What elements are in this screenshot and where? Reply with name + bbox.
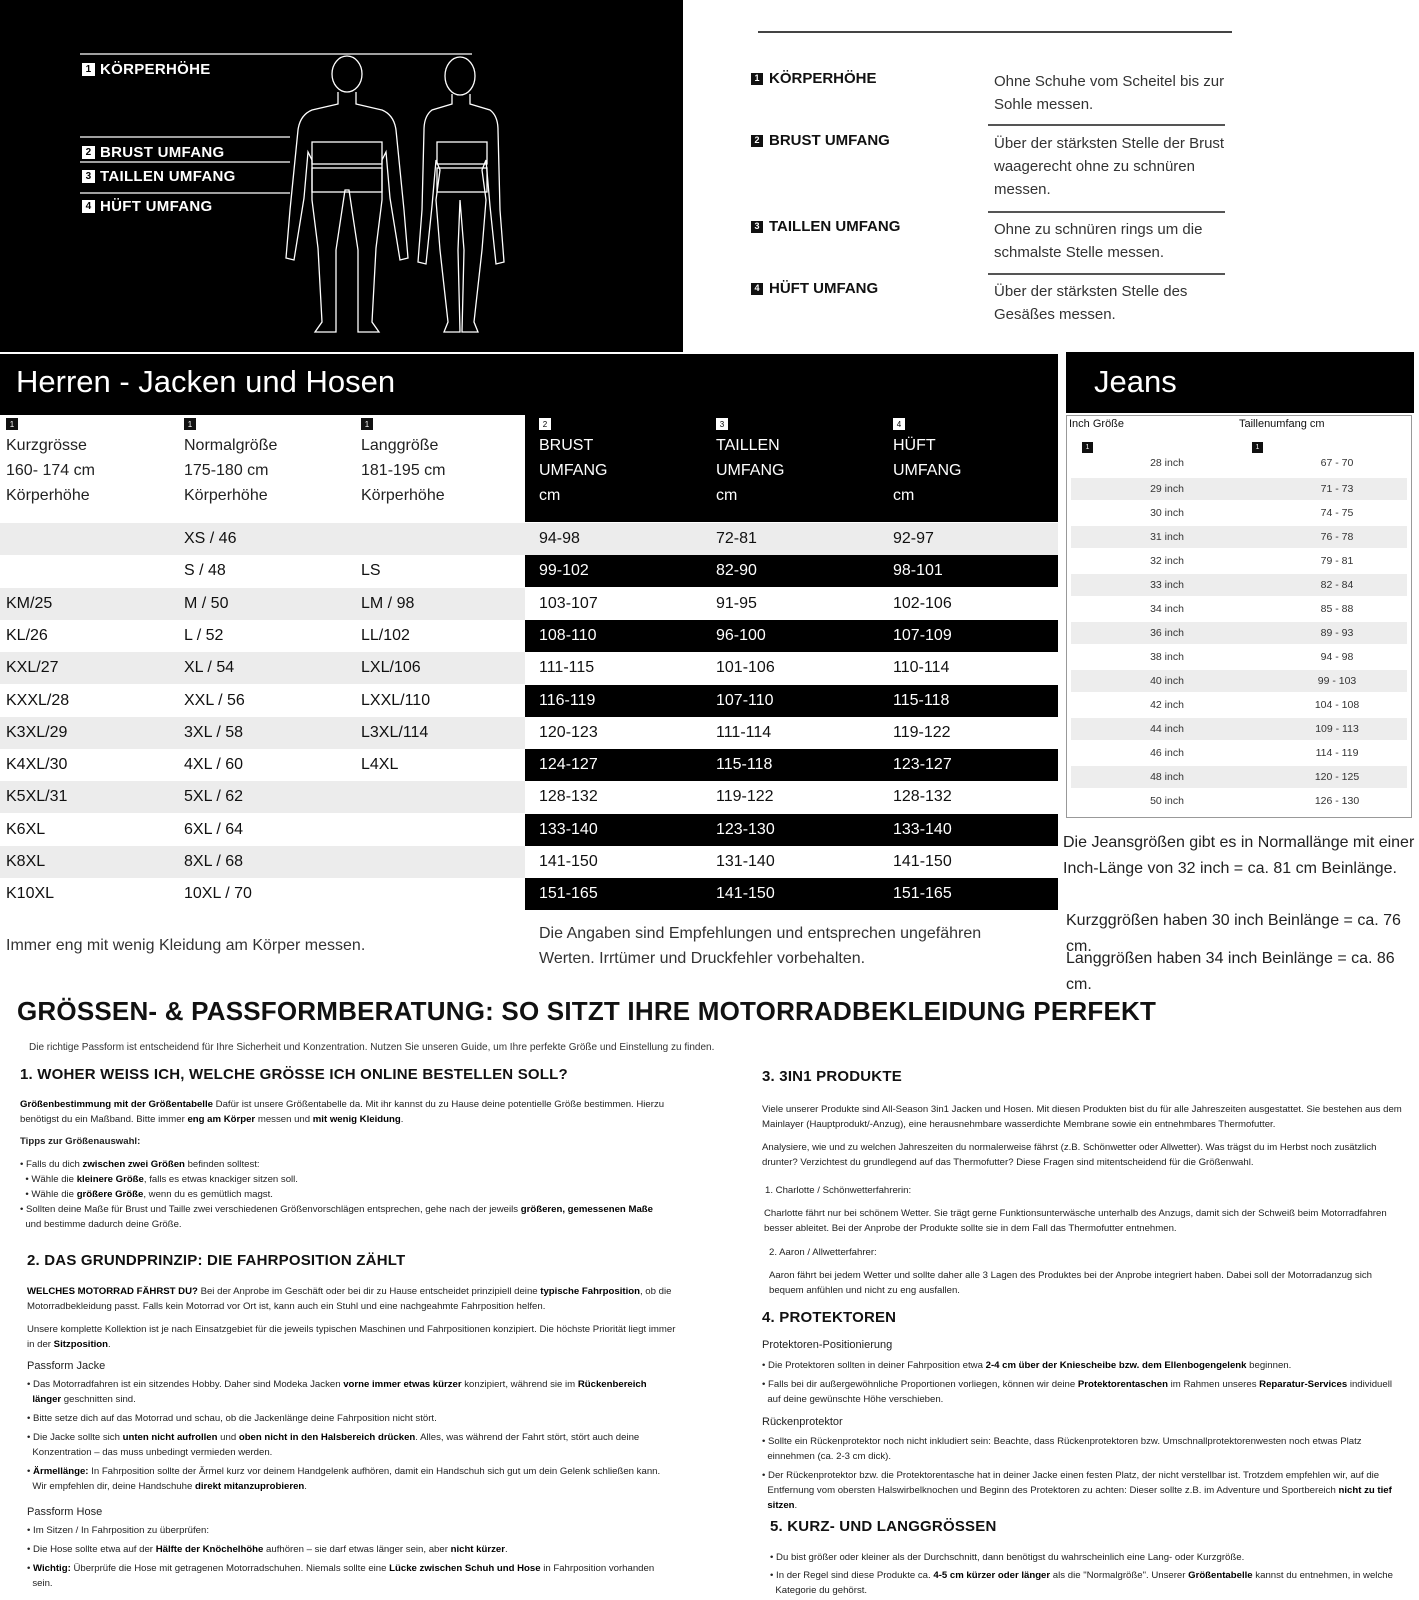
table-cell: 141-150 [716, 885, 775, 903]
table-cell: 67 - 70 [1320, 457, 1354, 469]
herren-title: Herren - Jacken und Hosen [16, 364, 396, 399]
table-row [1071, 478, 1407, 500]
jeans-title: Jeans [1094, 364, 1177, 399]
number-badge: 2 [751, 135, 763, 147]
table-row [1071, 718, 1407, 740]
table-cell: 36 inch [1150, 627, 1184, 639]
passform-hose-list: • Im Sitzen / In Fahrposition zu überprüfen: • Die Hose sollte etwa auf der Hälfte der Knöchelhöhe aufhören – sie darf etwas länger sein, aber nicht kürzer. • Wichtig: Überprüfe die Hose mit getragenen Motorradschuhen. Niemals sollte eine Lücke zwischen Schuh und Hose in Fahrposition vorhanden sein. [27, 1525, 655, 1589]
table-cell: 30 inch [1150, 507, 1184, 519]
table-cell: 96-100 [716, 626, 766, 644]
protektoren-positionierung-title: Protektoren-Positionierung [762, 1339, 893, 1351]
article-heading: GRÖSSEN- & PASSFORMBERATUNG: SO SITZT IHRE MOTORRADBEKLEIDUNG PERFEKT [17, 996, 1157, 1026]
table-cell: 108-110 [539, 626, 597, 644]
table-cell: 48 inch [1150, 771, 1184, 783]
number-badge: 2 [539, 418, 551, 430]
figure-label-3 [82, 168, 236, 185]
body-measurement-figure [0, 0, 683, 352]
table-cell: 46 inch [1150, 747, 1184, 759]
section-5-list: • Du bist größer oder kleiner als der Durchschnitt, dann benötigst du wahrscheinlich eine Lang- oder Kurzgröße. • In der Regel sind diese Produkte ca. 4-5 cm kürzer oder länger als die "Normalgröße". Unserer Größentabelle kannst du entnehmen, in welche Kategorie du gehörst. [770, 1552, 1393, 1596]
measurement-cells [525, 555, 1058, 587]
table-cell: 103-107 [539, 594, 598, 612]
header-line: UMFANG [539, 462, 608, 479]
table-cell: L / 52 [184, 626, 224, 644]
measurement-cells [525, 588, 1058, 620]
jeans-header-waist: Taillenumfang cm [1239, 418, 1325, 430]
table-cell: 107-109 [893, 626, 952, 644]
divider [988, 211, 1225, 213]
section-3-title: 3. 3IN1 PRODUKTE [762, 1068, 902, 1085]
table-cell: 124-127 [539, 756, 598, 774]
section-1-text: Größenbestimmung mit der Größentabelle Dafür ist unsere Größentabelle da. Mit ihr kannst du zu Hause deine potentielle Größe bestimmen. Hierzu benötigst du ein Maßband. Bitte immer eng am Körper messen und mit wenig Kleidung. [20, 1099, 665, 1125]
table-cell: 32 inch [1150, 555, 1184, 567]
table-cell: 151-165 [539, 885, 598, 903]
table-cell: 101-106 [716, 659, 775, 677]
herren-title-bar [0, 354, 1058, 415]
measurement-header-block [525, 415, 1058, 522]
number-badge: 4 [751, 283, 763, 295]
table-cell: K8XL [6, 853, 46, 870]
header-line: TAILLEN [716, 437, 780, 454]
table-cell: LM / 98 [361, 594, 415, 612]
table-cell: 126 - 130 [1314, 795, 1360, 807]
table-cell: 76 - 78 [1320, 531, 1354, 543]
col-header-taillen [716, 418, 894, 508]
definition-term [751, 132, 890, 149]
table-row [0, 814, 1058, 846]
table-cell: 123-127 [893, 756, 952, 774]
tips-title: Tipps zur Größenauswahl: [20, 1136, 141, 1147]
header-line: Kurzgrösse [6, 437, 87, 454]
col-header-brust [539, 418, 717, 508]
passform-jacke-title: Passform Jacke [27, 1360, 106, 1372]
table-cell: 74 - 75 [1320, 507, 1354, 519]
number-badge: 3 [716, 418, 728, 430]
table-cell: K4XL/30 [6, 756, 68, 774]
header-line: BRUST [539, 437, 594, 454]
table-cell: 141-150 [539, 853, 598, 870]
jeans-note-3: Langgrößen haben 34 inch Beinlänge = ca. 86 cm. [1066, 950, 1395, 993]
table-row [0, 588, 1058, 620]
table-cell: 31 inch [1150, 531, 1184, 543]
header-line: Körperhöhe [184, 487, 268, 504]
table-row [1071, 550, 1407, 572]
definition-desc: Über der stärksten Stelle des Gesäßes messen. [994, 283, 1188, 323]
section-3-sub-2-text: Aaron fährt bei jedem Wetter und sollte daher alle 3 Lagen des Produktes bei der Anprobe integriert haben. Dabei soll der Motorradanzug sich bequem anfühlen und nicht zu eng ausfallen. [769, 1270, 1372, 1296]
table-cell: 109 - 113 [1315, 723, 1359, 735]
number-badge: 1 [1082, 442, 1093, 453]
section-3-text-2: Analysiere, wie und zu welchen Jahreszeiten du normalerweise fährst (z.B. Schönwetter oder Allwetter). Was trägst du im Herbst noch zusätzlich drunter? Verzichtest du grundlegend auf das Thermofutter? Diese Fragen sind mitentscheidend für die Größenwahl. [762, 1142, 1377, 1168]
table-cell: 111-115 [539, 659, 595, 677]
table-cell: 110-114 [893, 659, 950, 677]
table-row [1071, 766, 1407, 788]
table-cell: 42 inch [1150, 699, 1184, 711]
col-header-lang [361, 418, 539, 508]
table-cell: XXL / 56 [184, 691, 245, 709]
table-cell: 115-118 [716, 756, 773, 774]
number-badge: 3 [751, 221, 763, 233]
herren-note-right: Die Angaben sind Empfehlungen und entsprechen ungefähren Werten. Irrtümer und Druckfehler vorbehalten. [539, 925, 982, 967]
table-cell: 29 inch [1150, 483, 1184, 495]
jeans-note-1: Die Jeansgrößen gibt es in Normallänge mit einer Inch-Länge von 32 inch = ca. 81 cm Beinlänge. [1063, 834, 1415, 877]
term-label: HÜFT UMFANG [769, 280, 879, 297]
definition-desc: Ohne Schuhe vom Scheitel bis zur Sohle messen. [994, 73, 1225, 113]
table-cell: 94 - 98 [1320, 651, 1354, 663]
table-cell: 111-114 [716, 723, 772, 741]
header-line: cm [716, 487, 738, 504]
table-row [1071, 526, 1407, 548]
section-2-text: WELCHES MOTORRAD FÄHRST DU? Bei der Anprobe im Geschäft oder bei dir zu Hause entscheidet prinzipiell deine typische Fahrposition, ob die Motorradbekleidung passt. Falls kein Motorrad vor Ort ist, kann auch ein Stuhl und eine nachgeahmte Fahrposition helfen. [27, 1286, 672, 1312]
rueckenprotektor-list: • Sollte ein Rückenprotektor noch nicht inkludiert sein: Beachte, dass Rückenprotektoren bzw. Umschnallprotektorenwesten noch etwas Platz einnehmen (ca. 2-3 cm dick). • Der Rückenprotektor bzw. die Protektorentasche hat in deiner Jacke einen festen Platz, der nicht verstellbar ist. Trotzdem empfehlen wir, auf die Entfernung vom obersten Halswirbelknochen und Beginn des Protektoren zu achten: Dieser sollte z.B. im Adventure und Sportbereich nicht zu tief sitzen. [762, 1436, 1392, 1511]
section-2-text-2: Unsere komplette Kollektion ist je nach Einsatzgebiet für die jeweils typischen Maschinen und Fahrpositionen konzipiert. Die höchste Priorität liegt immer in der Sitzposition. [27, 1324, 676, 1350]
measurement-cells [525, 523, 1058, 555]
table-cell: LXL/106 [361, 659, 421, 677]
table-cell: 115-118 [893, 691, 950, 709]
measurement-cells [525, 878, 1058, 910]
table-cell: 91-95 [716, 594, 757, 612]
divider [988, 124, 1225, 126]
table-cell: 38 inch [1150, 651, 1184, 663]
table-cell: 82-90 [716, 562, 757, 580]
definition-desc: Ohne zu schnüren rings um die schmalste Stelle messen. [994, 221, 1203, 261]
number-badge: 4 [893, 418, 905, 430]
table-cell: K6XL [6, 820, 46, 838]
table-cell: 151-165 [893, 885, 952, 903]
number-badge: 1 [6, 418, 18, 430]
header-line: UMFANG [893, 462, 962, 479]
jeans-header-inch: Inch Größe [1069, 418, 1125, 430]
table-cell: 44 inch [1150, 723, 1184, 735]
table-cell: 89 - 93 [1320, 627, 1354, 639]
header-line: Körperhöhe [6, 487, 90, 504]
table-row [0, 749, 1058, 781]
col-header-kurz [6, 418, 184, 508]
table-cell: 107-110 [716, 691, 774, 709]
table-row [0, 652, 1058, 684]
table-cell: 98-101 [893, 562, 943, 580]
table-cell: 79 - 81 [1320, 555, 1354, 567]
table-cell: 71 - 73 [1320, 483, 1354, 495]
definition-desc: Über der stärksten Stelle der Brust waagerecht ohne zu schnüren messen. [994, 135, 1225, 198]
section-3-sub-2: 2. Aaron / Allwetterfahrer: [769, 1247, 877, 1258]
table-row [1071, 574, 1407, 596]
table-cell: 119-122 [893, 723, 951, 741]
definition-term [751, 280, 878, 297]
header-line: 181-195 cm [361, 462, 446, 479]
table-row [0, 555, 1058, 587]
measurement-cells [525, 781, 1058, 813]
table-cell: 8XL / 68 [184, 853, 244, 870]
table-cell: 92-97 [893, 530, 934, 547]
figure-label-text: KÖRPERHÖHE [100, 61, 211, 78]
table-row [0, 781, 1058, 813]
jeans-note-2: Kurzggrößen haben 30 inch Beinlänge = ca. 76 cm. [1066, 912, 1401, 955]
table-row [0, 685, 1058, 717]
table-cell: 104 - 108 [1314, 699, 1360, 711]
table-cell: 33 inch [1150, 579, 1184, 591]
table-cell: LXXL/110 [361, 691, 431, 709]
divider [988, 273, 1225, 275]
header-line: Normalgröße [184, 437, 278, 454]
table-cell: K5XL/31 [6, 788, 68, 806]
figure-label-text: HÜFT UMFANG [100, 198, 213, 215]
header-line: UMFANG [716, 462, 785, 479]
number-badge: 3 [82, 170, 95, 183]
table-cell: 99-102 [539, 562, 589, 580]
table-cell: 120 - 125 [1314, 771, 1360, 783]
table-row [1071, 622, 1407, 644]
table-cell: 10XL / 70 [184, 885, 252, 903]
table-cell: 34 inch [1150, 603, 1184, 615]
number-badge: 1 [361, 418, 373, 430]
figure-label-2 [82, 144, 224, 161]
measurement-cells [525, 846, 1058, 878]
table-cell: XL / 54 [184, 659, 235, 677]
table-cell: 85 - 88 [1320, 603, 1354, 615]
number-badge: 2 [82, 146, 95, 159]
table-row [1071, 452, 1407, 474]
jeans-title-bar [1066, 352, 1414, 413]
table-row [1071, 502, 1407, 524]
table-cell: 128-132 [539, 788, 598, 806]
header-line: 175-180 cm [184, 462, 269, 479]
passform-hose-title: Passform Hose [27, 1506, 103, 1518]
rueckenprotektor-title: Rückenprotektor [762, 1416, 843, 1428]
header-line: Körperhöhe [361, 487, 445, 504]
number-badge: 1 [82, 63, 95, 76]
table-cell: S / 48 [184, 562, 226, 580]
number-badge: 1 [751, 73, 763, 85]
section-1-tips: • Falls du dich zwischen zwei Größen befinden solltest: • Wähle die kleinere Größe, falls es etwas knackiger sitzen soll. • Wähle die größere Größe, wenn du es gemütlich magst. • Sollten deine Maße für Brust und Taille zwei verschiedenen Größenvorschlägen entsprechen, gehe nach der jeweils größeren, gemessenen Maße und bestimme dadurch deine Größe. [20, 1159, 653, 1230]
measurement-cells [525, 749, 1058, 781]
table-row [0, 846, 1058, 878]
header-line: cm [539, 487, 561, 504]
divider [758, 31, 1232, 33]
table-cell: L4XL [361, 756, 399, 774]
col-header-hueft [893, 418, 1071, 508]
table-row [1071, 670, 1407, 692]
table-cell: 4XL / 60 [184, 756, 244, 774]
measurement-cells [525, 620, 1058, 652]
table-cell: 99 - 103 [1317, 675, 1357, 687]
table-cell: KM/25 [6, 594, 53, 612]
header-line: Langgröße [361, 437, 439, 454]
table-cell: 3XL / 58 [184, 723, 244, 741]
table-cell: 116-119 [539, 691, 596, 709]
table-cell: XS / 46 [184, 530, 237, 547]
table-cell: 133-140 [893, 820, 952, 838]
table-cell: K3XL/29 [6, 723, 68, 741]
table-row [1071, 790, 1407, 812]
table-cell: 94-98 [539, 530, 580, 547]
figure-label-text: TAILLEN UMFANG [100, 168, 236, 185]
table-cell: 40 inch [1150, 675, 1184, 687]
table-row [1071, 742, 1407, 764]
table-cell: LS [361, 562, 381, 580]
header-line: 160- 174 cm [6, 462, 95, 479]
section-2-title: 2. DAS GRUNDPRINZIP: DIE FAHRPOSITION ZÄHLT [27, 1252, 406, 1269]
table-cell: 114 - 119 [1315, 747, 1359, 759]
term-label: BRUST UMFANG [769, 132, 890, 149]
table-cell: LL/102 [361, 626, 410, 644]
figure-label-text: BRUST UMFANG [100, 144, 225, 161]
table-cell: 131-140 [716, 853, 775, 870]
number-badge: 4 [82, 200, 95, 213]
header-line: cm [893, 487, 915, 504]
table-row [1071, 598, 1407, 620]
table-cell: KXL/27 [6, 659, 59, 677]
number-badge: 1 [1252, 442, 1263, 453]
section-4-title: 4. PROTEKTOREN [762, 1309, 897, 1326]
term-label: TAILLEN UMFANG [769, 218, 901, 235]
col-header-normal [184, 418, 362, 508]
measurement-cells [525, 814, 1058, 846]
table-cell: M / 50 [184, 594, 229, 612]
herren-note-left: Immer eng mit wenig Kleidung am Körper messen. [6, 937, 366, 954]
table-cell: 128-132 [893, 788, 952, 806]
figure-label-4 [82, 198, 212, 215]
section-3-sub-1: 1. Charlotte / Schönwetterfahrerin: [765, 1185, 912, 1196]
term-label: KÖRPERHÖHE [769, 70, 877, 87]
measurement-cells [525, 717, 1058, 749]
table-row [0, 620, 1058, 652]
jeans-table [1066, 415, 1412, 818]
table-row [0, 878, 1058, 910]
header-line: HÜFT [893, 437, 936, 454]
table-cell: 133-140 [539, 820, 598, 838]
number-badge: 1 [184, 418, 196, 430]
table-cell: 72-81 [716, 530, 757, 547]
table-cell: 119-122 [716, 788, 774, 806]
table-cell: 120-123 [539, 723, 598, 741]
passform-jacke-list: • Das Motorradfahren ist ein sitzendes Hobby. Daher sind Modeka Jacken vorne immer etwas kürzer konzipiert, während sie im Rückenbereich länger geschnitten sind. • Bitte setze dich auf das Motorrad und schau, ob die Jackenlänge deine Fahrposition nicht stört. • Die Jacke sollte sich unten nicht aufrollen und oben nicht in den Halsbereich drücken. Alles, was während der Fahrt stört, stört auch deine Konzentration – das muss unbedingt vermieden werden. • Ärmellänge: In Fahrposition sollte der Ärmel kurz vor deinem Handgelenk aufhören, damit ein Handschuh sich gut um dein Gelenk schließen kann. Wir empfehlen dir, deine Handschuhe direkt mitanzuprobieren. [27, 1379, 661, 1492]
table-cell: KXXL/28 [6, 691, 70, 709]
measurement-cells [525, 652, 1058, 684]
table-cell: 102-106 [893, 594, 952, 612]
table-cell: 50 inch [1150, 795, 1184, 807]
figure-label-1 [82, 61, 211, 78]
table-cell: 141-150 [893, 853, 952, 870]
table-row [0, 717, 1058, 749]
table-cell: KL/26 [6, 626, 48, 644]
table-cell: K10XL [6, 885, 55, 903]
table-row [1071, 646, 1407, 668]
protektoren-positionierung-list: • Die Protektoren sollten in deiner Fahrposition etwa 2-4 cm über der Kniescheibe bzw. dem Ellenbogengelenk beginnen. • Falls bei dir außergewöhnliche Proportionen vorliegen, können wir deine Protektorentaschen im Rahmen unseres Reparatur-Services individuell auf deine gewünschte Höhe verschieben. [762, 1360, 1392, 1405]
section-5-title: 5. KURZ- UND LANGGRÖSSEN [770, 1518, 997, 1535]
table-row [1071, 694, 1407, 716]
table-cell: 82 - 84 [1320, 579, 1354, 591]
measurement-cells [525, 685, 1058, 717]
section-3-text: Viele unserer Produkte sind All-Season 3in1 Jacken und Hosen. Mit diesen Produkten bist du für alle Jahreszeiten ausgestattet. Sie bestehen aus dem Mainlayer (Hauptprodukt/-Anzug), eine herausnehmbare wasserdichte Membrane sowie ein entnehmbares Thermofutter. [762, 1104, 1402, 1130]
table-row [0, 523, 1058, 555]
section-3-sub-1-text: Charlotte fährt nur bei schönem Wetter. Sie trägt gerne Funktionsunterwäsche unterhalb des Anzugs, damit sich der Schweiß beim Motorradfahren besser ableitet. Bei der Anprobe der Produkte sollte sie in dem Fall das Thermofutter entnehmen. [764, 1208, 1387, 1234]
table-cell: L3XL/114 [361, 723, 429, 741]
table-cell: 6XL / 64 [184, 820, 244, 838]
definition-term [751, 70, 877, 87]
table-cell: 28 inch [1150, 457, 1184, 469]
section-1-title: 1. WOHER WEISS ICH, WELCHE GRÖSSE ICH ONLINE BESTELLEN SOLL? [20, 1066, 568, 1083]
definition-term [751, 218, 900, 235]
table-cell: 5XL / 62 [184, 788, 244, 806]
table-cell: 123-130 [716, 820, 775, 838]
article-intro: Die richtige Passform ist entscheidend für Ihre Sicherheit und Konzentration. Nutzen Sie unseren Guide, um Ihre perfekte Größe und Einstellung zu finden. [29, 1042, 715, 1053]
